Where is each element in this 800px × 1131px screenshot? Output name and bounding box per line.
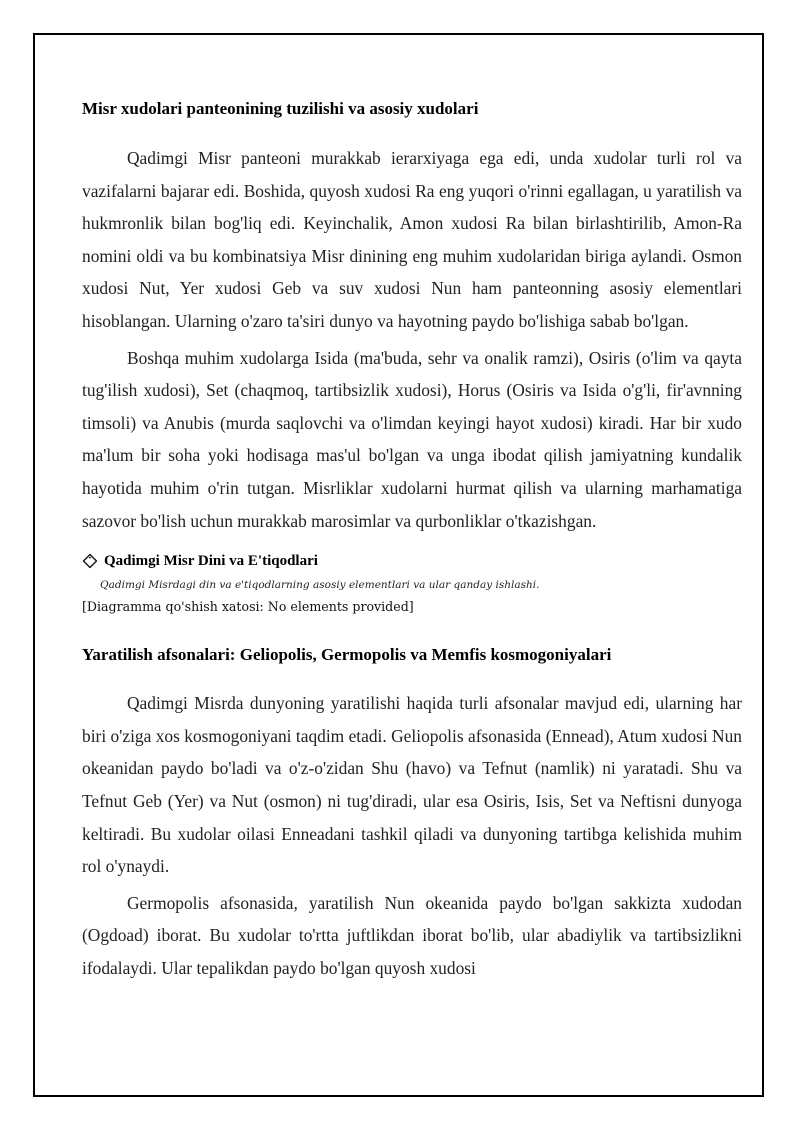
paragraph-creation-2: Germopolis afsonasida, yaratilish Nun okeanida paydo bo'lgan sakkizta xudodan (Ogdoad) iborat. Bu xudolar to'rtta juftlikdan iborat bo'lib, ular abadiylik va tartibsizlikni ifodalaydi. Ular tepalikdan paydo bo'lgan quyosh xudosi bbox=[82, 892, 742, 978]
section-heading-pantheon: Misr xudolari panteonining tuzilishi va asosiy xudolari bbox=[82, 99, 479, 118]
section-heading-creation-myths: Yaratilish afsonalari: Geliopolis, Germopolis va Memfis kosmogoniyalari bbox=[82, 645, 612, 665]
diagram-subtitle: Qadimgi Misrdagi din va e'tiqodlarning asosiy elementlari va ular qanday ishlashi. bbox=[100, 579, 540, 592]
paragraph-pantheon-2: Boshqa muhim xudolarga Isida (ma'buda, sehr va onalik ramzi), Osiris (o'lim va qayta tug'ilish xudosi), Set (chaqmoq, tartibsizlik xudosi), Horus (Osiris va Isida o'g'li, fir'avnning timsoli) va Anubis (murda saqlovchi va o'limdan keyingi hayot xudosi) kiradi. Har bir xudo ma'lum bir soha yoki hodisaga mas'ul bo'lgan va unga ibodat qilish jamiyatning kundalik hayotida muhim o'rin tutgan. Misrliklar xudolarni hurmat qilish va ularning marhamatiga sazovor bo'lish uchun murakkab marosimlar va qurbonliklar o'tkazishgan. bbox=[82, 347, 742, 531]
page-content bbox=[82, 97, 742, 984]
diagram-title-text: Qadimgi Misr Dini va E'tiqodlari bbox=[104, 553, 318, 570]
paragraph-pantheon-1: Qadimgi Misr panteoni murakkab ierarxiyaga ega edi, unda xudolar turli rol va vazifalarni bajarar edi. Boshida, quyosh xudosi Ra eng yuqori o'rinni egallagan, u yaratilish va hukmronlik bilan bog'liq edi. Keyinchalik, Amon xudosi Ra bilan birlashtirilib, Amon-Ra nomini oldi va bu kombinatsiya Misr dinining eng muhim xudolaridan biriga aylandi. Osmon xudosi Nut, Yer xudosi Geb va suv xudosi Nun ham panteonning asosiy elementlari hisoblangan. Ularning o'zaro ta'siri dunyo va hayotning paydo bo'lishiga sabab bo'lgan. bbox=[82, 148, 742, 331]
diagram-error-message: [Diagramma qo'shish xatosi: No elements provided] bbox=[82, 599, 414, 615]
diagram-title bbox=[82, 551, 742, 571]
paragraph-creation-1: Qadimgi Misrda dunyoning yaratilishi haqida turli afsonalar mavjud edi, ularning har biri o'ziga xos kosmogoniyani taqdim etadi. Geliopolis afsonasida (Ennead), Atum xudosi Nun okeanidan paydo bo'ladi va o'z-o'zidan Shu (havo) va Tefnut (namlik) ni yaratadi. Shu va Tefnut Geb (Yer) va Nut (osmon) ni tug'diradi, ular esa Osiris, Isis, Set va Neftisni dunyoga keltiradi. Bu xudolar oilasi Enneadani tashkil qiladi va dunyoning tartibga kelishida muhim rol o'ynaydi. bbox=[82, 693, 742, 877]
tag-icon bbox=[82, 553, 98, 569]
